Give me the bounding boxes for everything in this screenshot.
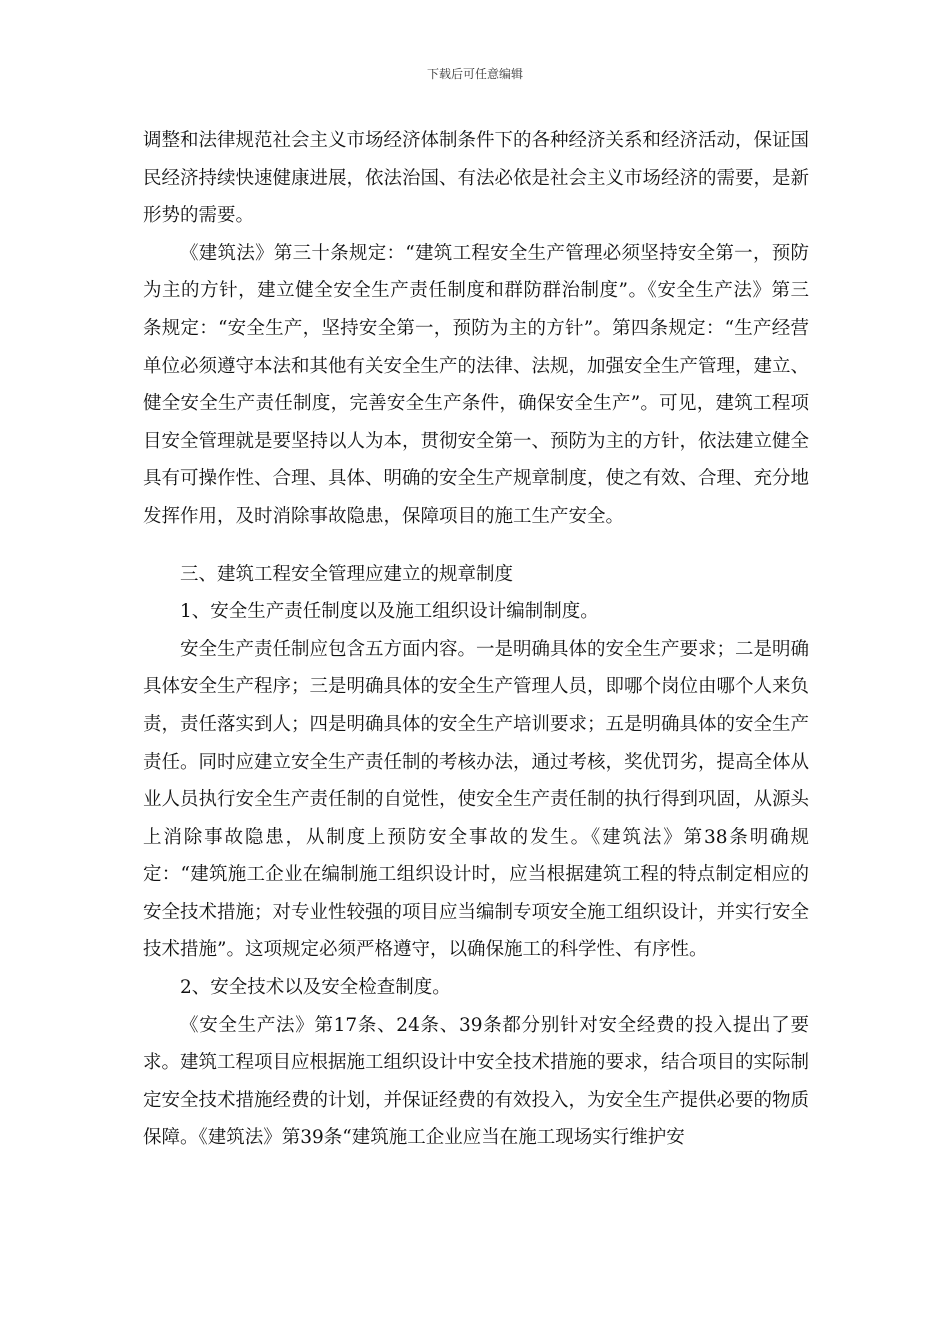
paragraph-responsibility-system: 安全生产责任制应包含五方面内容。一是明确具体的安全生产要求；二是明确具体安全生产程序；三是明确具体的安全生产管理人员，即哪个岗位由哪个人来负责，责任落实到人；四是明确具体的安全生产培训要求；五是明确具体的安全生产责任。同时应建立安全生产责任制的考核办法，通过考核，奖优罚劣，提高全体从业人员执行安全生产责任制的自觉性，使安全生产责任制的执行得到巩固，从源头上消除事故隐患，从制度上预防安全事故的发生。《建筑法》第38条明确规定：“建筑施工企业在编制施工组织设计时，应当根据建筑工程的特点制定相应的安全技术措施；对专业性较强的项目应当编制专项安全施工组织设计，并实行安全技术措施”。这项规定必须严格遵守，以确保施工的科学性、有序性。 xyxy=(143,638,810,961)
paragraph-legal-basis: 《建筑法》第三十条规定：“建筑工程安全生产管理必须坚持安全第一，预防为主的方针，建立健全安全生产责任制度和群防群治制度”。《安全生产法》第三条规定：“安全生产，坚持安全第一，预防为主的方针”。第四条规定：“生产经营单位必须遵守本法和其他有关安全生产的法律、法规，加强安全生产管理，建立、健全安全生产责任制度，完善安全生产条件，确保安全生产”。可见，建筑工程项目安全管理就是要坚持以人为本，贯彻安全第一、预防为主的方针，依法建立健全具有可操作性、合理、具体、明确的安全生产规章制度，使之有效、合理、充分地发挥作用，及时消除事故隐患，保障项目的施工生产安全。 xyxy=(143,242,810,527)
paragraph-continuation: 调整和法律规范社会主义市场经济体制条件下的各种经济关系和经济活动，保证国民经济持续快速健康进展，依法治国、有法必依是社会主义市场经济的需要，是新形势的需要。 xyxy=(143,130,810,227)
paragraph-safety-funding: 《安全生产法》第17条、24条、39条都分别针对安全经费的投入提出了要求。建筑工程项目应根据施工组织设计中安全技术措施的要求，结合项目的实际制定安全技术措施经费的计划，并保证经费的有效投入，为安全生产提供必要的物质保障。《建筑法》第39条“建筑施工企业应当在施工现场实行维护安 xyxy=(143,1014,810,1149)
subheading-1: 1、安全生产责任制度以及施工组织设计编制制度。 xyxy=(180,601,599,623)
subheading-2: 2、安全技术以及安全检查制度。 xyxy=(180,977,451,999)
page-header-note: 下载后可任意编辑 xyxy=(426,67,523,81)
section-heading-3: 三、建筑工程安全管理应建立的规章制度 xyxy=(180,563,514,585)
document-body xyxy=(143,122,809,1157)
